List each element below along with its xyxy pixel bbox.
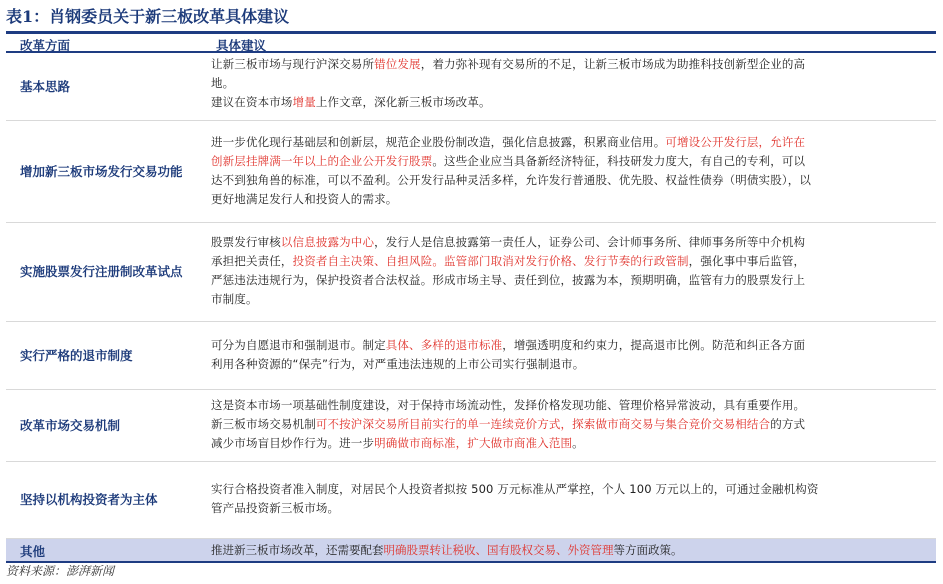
text-segment: 股票发行审核 <box>211 235 281 249</box>
text-segment: 实行合格投资者准入制度，对居民个人投资者拟按 500 万元标准从严掌控，个人 100 万元以上的，可通过金融机构资 <box>211 482 819 496</box>
text-segment: 承担把关责任， <box>211 254 293 268</box>
text-segment: 的方式 <box>770 417 806 431</box>
content-line <box>211 74 926 93</box>
highlight-text: 错位发展 <box>374 57 421 71</box>
table-header <box>6 31 936 53</box>
table-row <box>6 322 936 390</box>
content-line <box>211 434 926 453</box>
row-label: 实施股票发行注册制改革试点 <box>20 264 183 279</box>
text-segment: ，强化事中事后监管， <box>688 254 806 268</box>
table-row <box>6 390 936 462</box>
text-segment: 建议在资本市场 <box>211 95 293 109</box>
content-line <box>211 336 926 355</box>
content-line <box>211 190 926 209</box>
row-content <box>211 233 926 309</box>
content-line <box>211 271 926 290</box>
table-row-other <box>6 539 936 563</box>
row-content <box>211 396 926 453</box>
row-label: 改革市场交易机制 <box>20 417 121 433</box>
highlight-text: 以信息披露为中心 <box>280 235 375 249</box>
text-segment: ，增强透明度和约束力，提高退市比例。防范和纠正各方面 <box>502 338 806 352</box>
content-line <box>211 355 926 374</box>
header-reform-area: 改革方面 <box>20 38 71 53</box>
table-row <box>6 121 936 223</box>
row-label: 增加新三板市场发行交易功能 <box>20 163 183 179</box>
text-segment: 市制度。 <box>211 292 258 306</box>
row-content <box>211 480 926 518</box>
header-specific-suggestions: 具体建议 <box>216 38 267 53</box>
content-line <box>211 290 926 309</box>
table-title: 表1：肖钢委员关于新三板改革具体建议 <box>6 7 290 26</box>
highlight-text: 增量 <box>292 95 316 109</box>
highlight-text: 可不按沪深交易所目前实行的单一连续竞价方式，探索做市商交易与集合竞价交易相结合 <box>315 417 771 431</box>
row-content-other <box>211 542 683 558</box>
text-segment: 让新三板市场与现行沪深交易所 <box>211 57 375 71</box>
text-segment: ，发行人是信息披露第一责任人，证券公司、会计师事务所、律师事务所等中介机构 <box>374 235 806 249</box>
content-line <box>211 152 926 171</box>
highlight-text: 明确股票转让税收、国有股权交易、外资管理 <box>383 543 614 557</box>
text-segment: 。 <box>572 436 584 450</box>
reform-suggestions-table <box>6 31 936 563</box>
text-segment: 推进新三板市场改革，还需要配套 <box>211 543 384 557</box>
content-line <box>211 171 926 190</box>
table-row <box>6 462 936 539</box>
row-label: 实行严格的退市制度 <box>20 347 133 363</box>
content-line <box>211 93 926 112</box>
content-line <box>211 415 926 434</box>
row-label: 基本思路 <box>20 78 71 94</box>
highlight-text: 创新层挂牌满一年以上的企业公开发行股票 <box>211 154 433 168</box>
highlight-text: 可增设公开发行层，允许在 <box>665 135 806 149</box>
content-line <box>211 396 926 415</box>
content-line <box>211 55 926 74</box>
text-segment: 更好地满足发行人和投资人的需求。 <box>211 192 398 206</box>
text-segment: 这是资本市场一项基础性制度建设，对于保持市场流动性，发择价格发现功能、管理价格异常波动，具有重要作用。 <box>211 398 806 412</box>
row-label: 坚持以机构投资者为主体 <box>20 492 158 507</box>
content-line <box>211 499 926 518</box>
row-content <box>211 55 926 112</box>
content-line <box>211 133 926 152</box>
text-segment: 可分为自愿退市和强制退市。制定 <box>211 338 386 352</box>
text-segment: 减少市场盲目炒作行为。进一步 <box>211 436 375 450</box>
text-segment: 新三板市场交易机制 <box>211 417 316 431</box>
text-segment: 达不到独角兽的标准，可以不盈利。公开发行品种灵活多样，允许发行普通股、优先股、权益性债券（明债实股），以 <box>211 173 812 187</box>
text-segment: 严惩违法违规行为，保护投资者合法权益。形成市场主导、责任到位，披露为本，预期明确，监管有力的股票发行上 <box>211 273 806 287</box>
text-segment: ，着力弥补现有交易所的不足，让新三板市场成为助推科技创新型企业的高 <box>420 57 806 71</box>
content-line <box>211 252 926 271</box>
text-segment: 管产品投资新三板市场。 <box>211 501 340 515</box>
table-row <box>6 223 936 322</box>
content-line <box>211 233 926 252</box>
table-row <box>6 53 936 121</box>
text-segment: 地。 <box>211 76 235 90</box>
text-segment: 进一步优化现行基础层和创新层，规范企业股份制改造，强化信息披露，积累商业信用。 <box>211 135 666 149</box>
row-content <box>211 336 926 374</box>
text-segment: 等方面政策。 <box>613 543 683 557</box>
highlight-text: 投资者自主决策、自担风险。监管部门取消对发行价格、发行节奏的行政管制 <box>292 254 689 268</box>
highlight-text: 明确做市商标准，扩大做市商准入范围 <box>374 436 573 450</box>
source-note: 资料来源：澎湃新闻 <box>6 564 115 578</box>
text-segment: 利用各种资源的“保壳”行为，对严重违法违规的上市公司实行强制退市。 <box>211 357 585 371</box>
content-line <box>211 480 926 499</box>
text-segment: 。这些企业应当具备新经济特征，科技研发力度大，有自己的专利，可以 <box>432 154 806 168</box>
row-label: 其他 <box>20 544 46 559</box>
row-content <box>211 133 926 209</box>
highlight-text: 具体、多样的退市标准 <box>385 338 503 352</box>
text-segment: 上作文章，深化新三板市场改革。 <box>315 95 491 109</box>
